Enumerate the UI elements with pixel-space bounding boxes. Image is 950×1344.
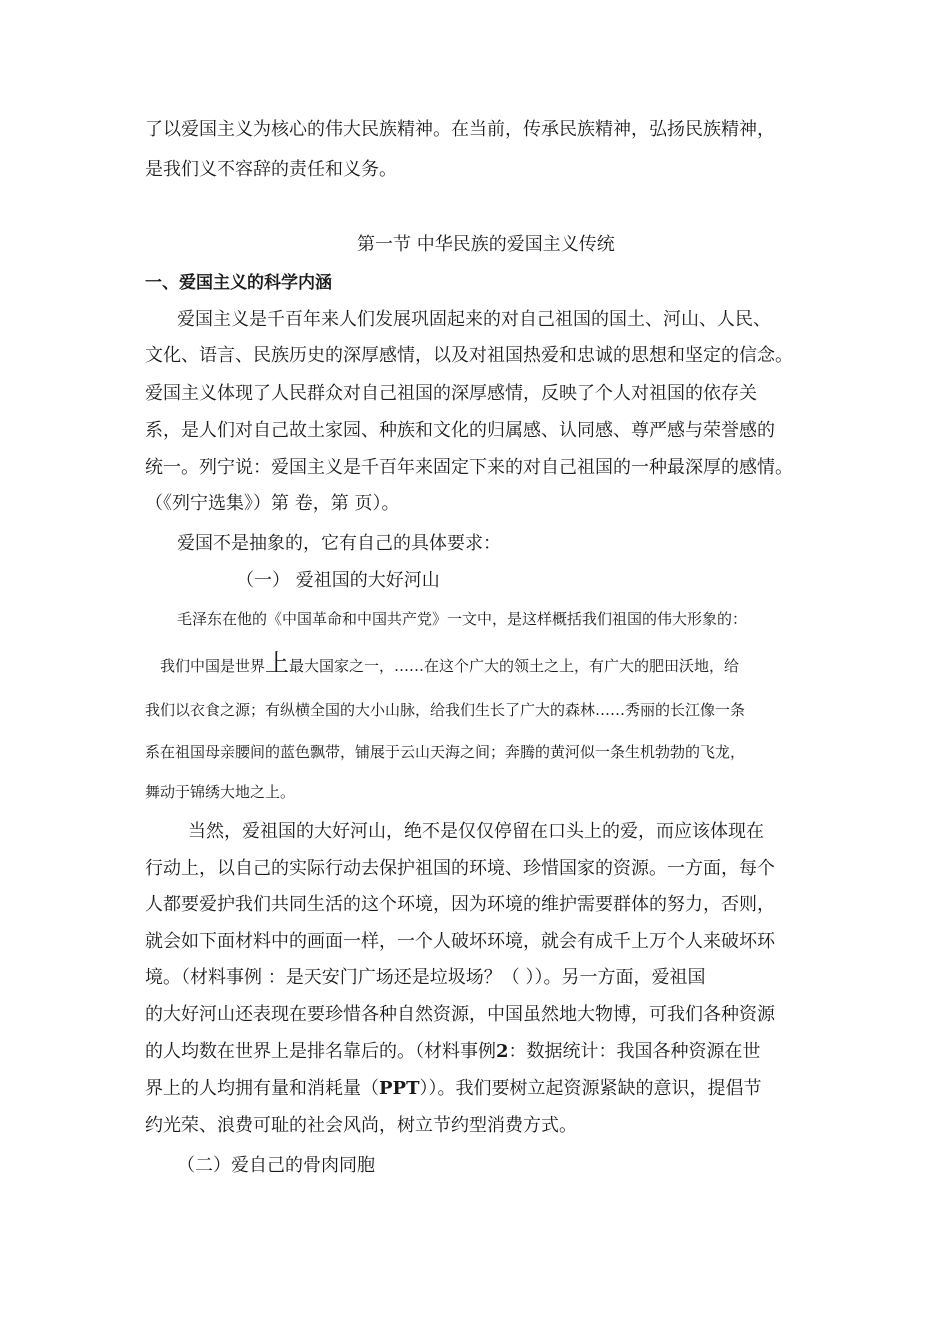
subheading-2: （二）爱自己的骨肉同胞 xyxy=(177,1155,375,1176)
paragraph-line: 爱国主义体现了人民群众对自己祖国的深厚感情，反映了个人对祖国的依存关 xyxy=(145,383,757,404)
paragraph-line: 统一。列宁说：爱国主义是千百年来固定下来的对自己祖国的一种最深厚的感情。 xyxy=(145,457,793,478)
quote-text: 上 xyxy=(265,649,290,677)
text-run: 的人均数在世界上是排名靠后的。（材料事例 xyxy=(145,1041,496,1062)
quote-line: 我们以衣食之源；有纵横全国的大小山脉，给我们生长了广大的森林……秀丽的长江像一条 xyxy=(145,701,746,719)
paragraph-line: 文化、语言、民族历史的深厚感情，以及对祖国热爱和忠诚的思想和坚定的信念。 xyxy=(145,345,793,366)
intro-line: 了以爱国主义为核心的伟大民族精神。在当前，传承民族精神，弘扬民族精神， xyxy=(145,119,775,140)
paragraph-line: 约光荣、浪费可耻的社会风尚，树立节约型消费方式。 xyxy=(145,1115,577,1136)
paragraph-line: 爱国不是抽象的，它有自己的具体要求： xyxy=(177,533,501,554)
paragraph-line: 人都要爱护我们共同生活的这个环境，因为环境的维护需要群体的努力，否则， xyxy=(145,894,775,915)
quote-line: 舞动于锦绣大地之上。 xyxy=(145,783,296,801)
text-run: 2 xyxy=(496,1041,509,1062)
paragraph-line: 境。（材料事例 ：是天安门广场还是垃圾场？（ ））。另一方面，爱祖国 xyxy=(145,967,706,988)
subheading-1: （一） 爱祖国的大好河山 xyxy=(236,570,440,591)
section-title: 第一节 中华民族的爱国主义传统 xyxy=(357,234,615,255)
text-run: PPT xyxy=(379,1078,420,1099)
paragraph-line: 爱国主义是千百年来人们发展巩固起来的对自己祖国的国土、河山、人民、 xyxy=(177,309,771,330)
paragraph-line xyxy=(145,1077,761,1101)
text-run: 界上的人均拥有量和消耗量（ xyxy=(145,1078,379,1099)
intro-line: 是我们义不容辞的责任和义务。 xyxy=(145,159,397,180)
quote-intro: 毛泽东在他的《中国革命和中国共产党》一文中，是这样概括我们祖国的伟大形象的： xyxy=(177,610,748,628)
quote-text: 我们中国是世界 xyxy=(160,657,266,675)
quote-line xyxy=(160,651,739,678)
paragraph-line xyxy=(145,1040,761,1064)
heading-1: 一、爱国主义的科学内涵 xyxy=(145,273,332,293)
paragraph-line: 就会如下面材料中的画面一样，一个人破坏环境，就会有成千上万个人来破坏环 xyxy=(145,931,775,952)
paragraph-line: 当然，爱祖国的大好河山，绝不是仅仅停留在口头上的爱，而应该体现在 xyxy=(188,821,764,842)
quote-text: 最大国家之一，……在这个广大的领土之上，有广大的肥田沃地，给 xyxy=(289,657,740,675)
quote-line: 系在祖国母亲腰间的蓝色飘带，铺展于云山天海之间；奔腾的黄河似一条生机勃勃的飞龙， xyxy=(145,743,746,761)
text-run: ：数据统计：我国各种资源在世 xyxy=(508,1041,761,1062)
text-run: ））。我们要树立起资源紧缺的意识，提倡节 xyxy=(419,1078,762,1099)
paragraph-line: 系，是人们对自己故土家园、种族和文化的归属感、认同感、尊严感与荣誉感的 xyxy=(145,420,775,441)
paragraph-line: （《列宁选集》）第 卷，第 页）。 xyxy=(145,493,400,514)
paragraph-line: 行动上，以自己的实际行动去保护祖国的环境、珍惜国家的资源。一方面，每个 xyxy=(145,858,775,879)
paragraph-line: 的大好河山还表现在要珍惜各种自然资源，中国虽然地大物博，可我们各种资源 xyxy=(145,1004,775,1025)
